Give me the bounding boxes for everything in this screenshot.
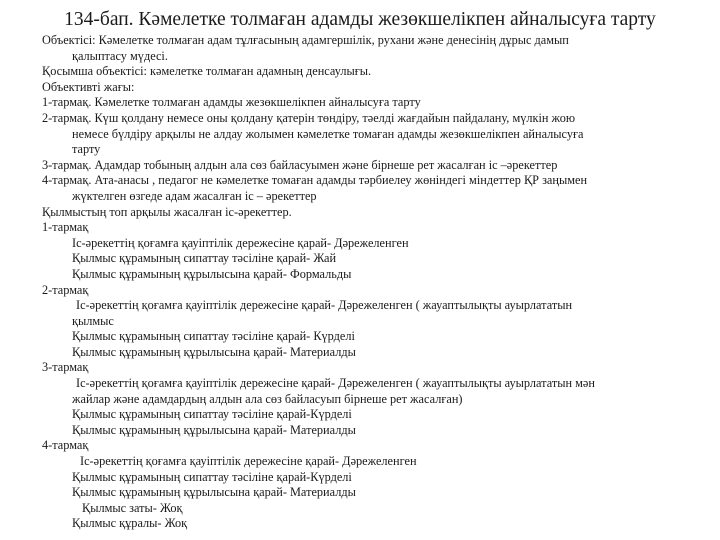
- part-1-heading: 1-тармақ: [42, 220, 89, 235]
- part-3-structure: Қылмыс құрамының құрылысына қарай- Материалды: [72, 422, 356, 437]
- part-1-structure: Қылмыс құрамының құрылысына қарай- Формальды: [72, 266, 352, 281]
- part-2-description-continuation: немесе бүлдіру арқылы не алдау жолымен кәмелетке томаған адамды жезөкшелікпен айналысуға: [72, 126, 584, 141]
- part-2-description-method: Қылмыс құрамының сипаттау тәсіліне қарай- Күрделі: [72, 329, 355, 344]
- part-2-danger-degree-continuation: қылмыс: [72, 313, 114, 328]
- crime-instrument-line: Қылмыс құралы- Жоқ: [72, 516, 188, 531]
- part-2-description-continuation: тарту: [72, 142, 101, 157]
- part-1-description-method: Қылмыс құрамының сипаттау тәсіліне қарай- Жай: [72, 251, 337, 266]
- part-4-danger-degree: Іс-әрекеттің қоғамға қауіптілік дережесіне қарай- Дәрежеленген: [80, 454, 417, 469]
- part-4-description: 4-тармақ. Ата-анасы , педагог не кәмелетке томаған адамды тәрбиелеу жөніндегі міндеттер ҚР заңымен: [42, 173, 588, 188]
- additional-object-line: Қосымша объектісі: кәмелетке толмаған адамның денсаулығы.: [42, 64, 372, 79]
- part-2-heading: 2-тармақ: [42, 282, 89, 297]
- part-1-description: 1-тармақ. Кәмелетке толмаған адамды жезөкшелікпен айналысуға тарту: [42, 95, 421, 110]
- part-2-description: 2-тармақ. Күш қолдану немесе оны қолдану қатерін төндіру, тәелді жағдайын пайдалану, мүлкін жою: [42, 110, 576, 125]
- part-3-danger-degree-continuation: жайлар және адамдардың алдын ала сөз байласуып бірнеше рет жасалған): [72, 391, 463, 406]
- part-3-danger-degree: Іс-әрекеттің қоғамға қауіптілік дережесіне қарай- Дәрежеленген ( жауаптылықты ауырлататын мән: [76, 376, 595, 391]
- part-4-description-method: Қылмыс құрамының сипаттау тәсіліне қарай-Күрделі: [72, 469, 352, 484]
- part-3-heading: 3-тармақ: [42, 360, 89, 375]
- part-1-danger-degree: Іс-әрекеттің қоғамға қауіптілік дережесіне қарай- Дәрежеленген: [72, 235, 409, 250]
- object-line: Объектісі: Кәмелетке толмаған адам тұлғасының адамгершілік, рухани және денесінің дұрыс дамып: [42, 33, 569, 47]
- part-3-description-method: Қылмыс құрамының сипаттау тәсіліне қарай-Күрделі: [72, 407, 352, 422]
- page-title: 134-бап. Кәмелетке толмаған адамды жезөкшелікпен айналысуға тарту: [64, 9, 656, 30]
- object-line-continuation: қалыптасу мүдесі.: [72, 48, 168, 63]
- part-4-structure: Қылмыс құрамының құрылысына қарай- Материалды: [72, 485, 356, 500]
- part-4-description-continuation: жүктелген өзгеде адам жасалған іс – әрекеттер: [72, 188, 317, 203]
- article-body: [42, 33, 707, 532]
- group-acts-heading: Қылмыстың топ арқылы жасалған іс-әрекеттер.: [42, 204, 292, 219]
- part-2-danger-degree: Іс-әрекеттің қоғамға қауіптілік дережесіне қарай- Дәрежеленген ( жауаптылықты ауырлататын: [76, 298, 573, 313]
- crime-subject-line: Қылмыс заты- Жоқ: [82, 500, 183, 515]
- objective-side-heading: Объективті жағы:: [42, 79, 135, 94]
- part-3-description: 3-тармақ. Адамдар тобының алдын ала сөз байласуымен және бірнеше рет жасалған іс –әрекеттер: [42, 157, 558, 172]
- part-4-heading: 4-тармақ: [42, 438, 89, 453]
- part-2-structure: Қылмыс құрамының құрылысына қарай- Материалды: [72, 344, 356, 359]
